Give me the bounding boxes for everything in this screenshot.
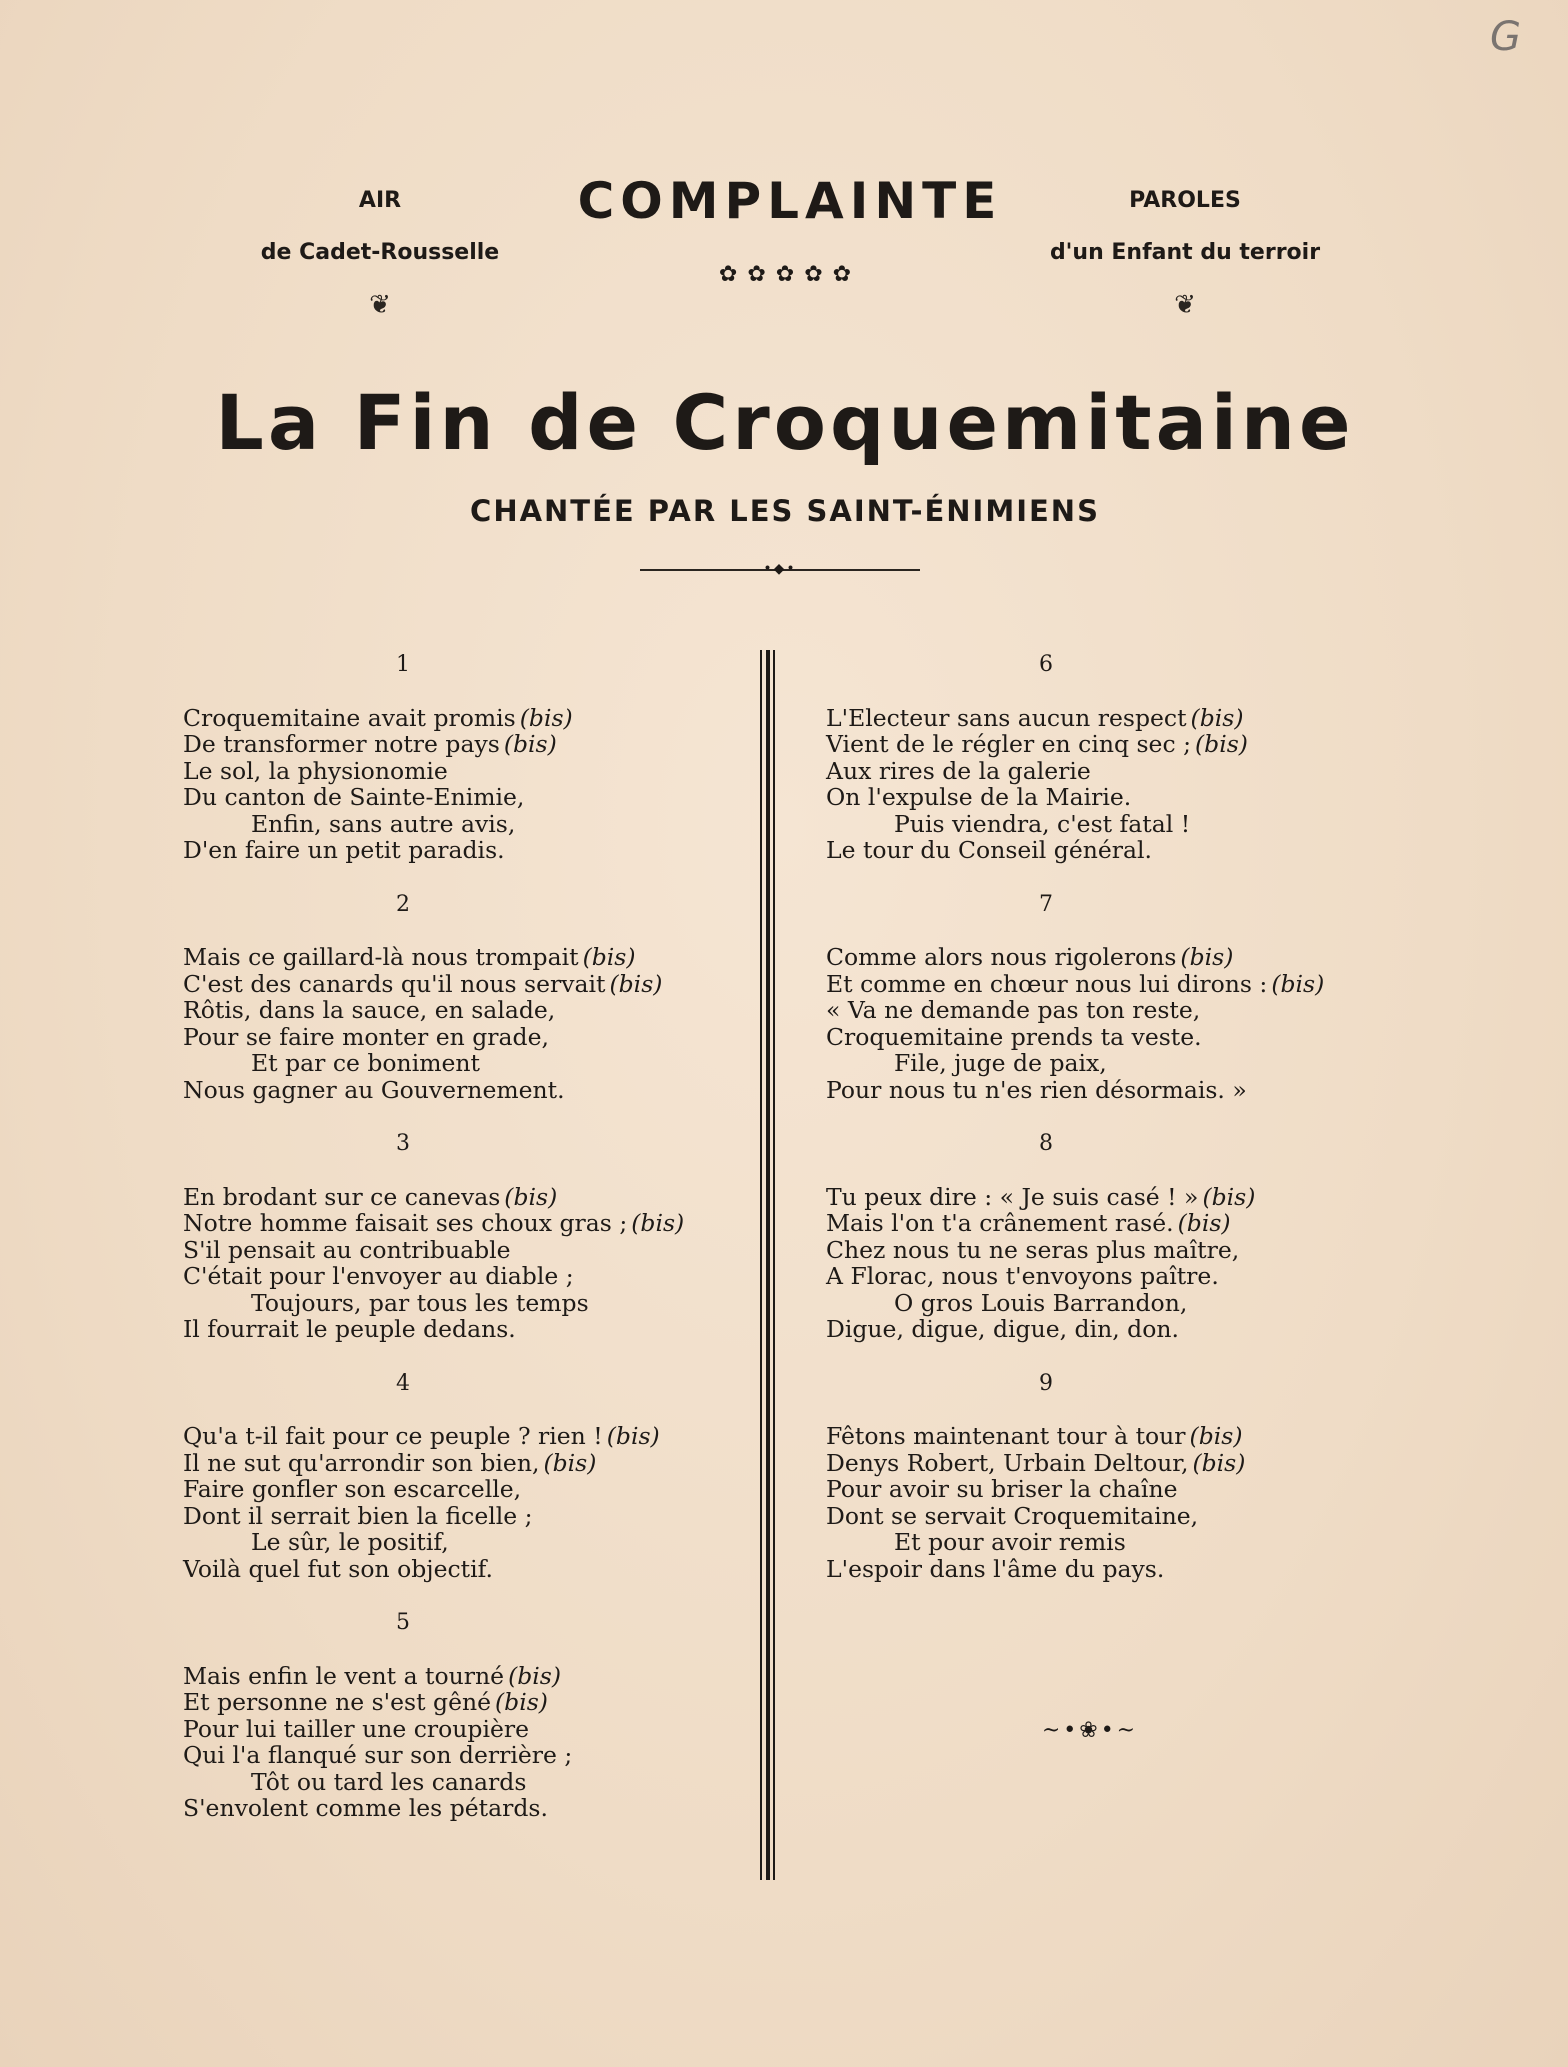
header-right xyxy=(1020,175,1350,331)
verse-text: Chez nous tu ne seras plus maître, xyxy=(826,1235,1240,1264)
verse-text: L'Electeur sans aucun respect xyxy=(826,703,1187,732)
verse-text: C'était pour l'envoyer au diable ; xyxy=(183,1262,574,1290)
bis-marker: (bis) xyxy=(1195,730,1248,758)
verse-line xyxy=(183,1476,763,1503)
verse-text: Et pour avoir remis xyxy=(894,1528,1126,1556)
paroles-author: d'un Enfant du terroir xyxy=(1049,240,1321,265)
bis-marker: (bis) xyxy=(503,730,557,758)
verse-text: Le tour du Conseil général. xyxy=(826,836,1153,864)
bis-marker: (bis) xyxy=(1202,1182,1256,1211)
verse-line xyxy=(183,837,763,864)
divider-ornament-icon: •◆• xyxy=(763,561,797,577)
verse-text: Pour lui tailler une croupière xyxy=(183,1714,530,1743)
verse-text: Toujours, par tous les temps xyxy=(251,1288,589,1317)
end-ornament-icon: ~•❀•~ xyxy=(1041,1718,1139,1743)
verse-text: Aux rires de la galerie xyxy=(826,756,1091,785)
verse-line xyxy=(826,837,1406,864)
bis-marker: (bis) xyxy=(582,943,636,971)
verse-line xyxy=(183,731,763,758)
bis-marker: (bis) xyxy=(543,1448,597,1477)
handwritten-mark: G xyxy=(1490,14,1521,60)
verse-text: Le sûr, le positif, xyxy=(251,1528,449,1556)
verse-line xyxy=(826,1529,1406,1556)
verse-text: S'envolent comme les pétards. xyxy=(183,1794,548,1822)
verse-text: Digue, digue, digue, din, don. xyxy=(826,1315,1179,1343)
bis-marker: (bis) xyxy=(1190,703,1244,732)
stanza xyxy=(183,1131,763,1343)
verse-line xyxy=(826,731,1406,758)
air-tune: de Cadet-Rousselle xyxy=(260,240,500,265)
stanza-number: 8 xyxy=(1039,1131,1053,1156)
lyrics-column-right xyxy=(826,652,1406,1610)
verse-text: Fêtons maintenant tour à tour xyxy=(826,1422,1186,1450)
verse-text: Le sol, la physionomie xyxy=(183,756,448,785)
verse-text: Il fourrait le peuple dedans. xyxy=(183,1315,516,1343)
verse-text: S'il pensait au contribuable xyxy=(183,1235,511,1264)
verse-line xyxy=(183,1450,763,1477)
verse-text: Denys Robert, Urbain Deltour, xyxy=(826,1448,1189,1477)
verse-text: Pour se faire monter en grade, xyxy=(183,1022,549,1051)
verse-text: De transformer notre pays xyxy=(183,730,500,758)
verse-text: Mais l'on t'a crânement rasé. xyxy=(826,1209,1174,1237)
verse-line xyxy=(826,1450,1406,1477)
stanza-number: 9 xyxy=(1039,1370,1053,1396)
verse-text: Notre homme faisait ses choux gras ; xyxy=(183,1209,628,1237)
verse-line xyxy=(183,1184,763,1211)
bis-marker: (bis) xyxy=(1180,943,1234,971)
verse-text: Croquemitaine avait promis xyxy=(183,703,516,732)
stanza xyxy=(826,1371,1406,1583)
verse-text: Puis viendra, c'est fatal ! xyxy=(894,809,1191,838)
verse-line xyxy=(183,971,763,998)
verse-text: A Florac, nous t'envoyons paître. xyxy=(826,1262,1219,1290)
verse-line xyxy=(826,1263,1406,1290)
stanza xyxy=(826,1131,1406,1343)
verse-text: Pour avoir su briser la chaîne xyxy=(826,1475,1178,1503)
verse-line xyxy=(183,1503,763,1530)
verse-text: On l'expulse de la Mairie. xyxy=(826,783,1132,811)
verse-line xyxy=(183,1556,763,1583)
verse-text: Du canton de Sainte-Enimie, xyxy=(183,783,525,811)
stanza xyxy=(183,1610,763,1822)
verse-line xyxy=(826,1503,1406,1530)
verse-line xyxy=(183,1050,763,1077)
verse-text: Dont se servait Croquemitaine, xyxy=(826,1501,1199,1530)
star-ornament-icon: ✿✿✿✿✿ xyxy=(718,262,862,287)
verse-line xyxy=(183,1210,763,1237)
verse-text: Nous gagner au Gouvernement. xyxy=(183,1075,565,1104)
verse-line xyxy=(183,784,763,811)
air-label: AIR xyxy=(358,188,402,213)
stanza-number: 5 xyxy=(396,1610,410,1635)
stanza xyxy=(183,892,763,1104)
bis-marker: (bis) xyxy=(606,1422,660,1450)
verse-text: Qui l'a flanqué sur son derrière ; xyxy=(183,1741,573,1769)
verse-line xyxy=(826,1316,1406,1343)
ornament-icon: ❦ xyxy=(1174,290,1196,320)
bis-marker: (bis) xyxy=(495,1688,548,1716)
verse-text: Mais enfin le vent a tourné xyxy=(183,1661,505,1690)
verse-text: Vient de le régler en cinq sec ; xyxy=(826,730,1192,758)
verse-line xyxy=(826,784,1406,811)
verse-text: En brodant sur ce canevas xyxy=(183,1182,501,1211)
verse-line xyxy=(183,811,763,838)
stanza-number: 7 xyxy=(1039,891,1053,917)
bis-marker: (bis) xyxy=(1192,1448,1246,1477)
verse-line xyxy=(826,1077,1406,1104)
stanza-number: 4 xyxy=(396,1370,410,1396)
verse-line xyxy=(826,1423,1406,1450)
verse-line xyxy=(183,1663,763,1690)
verse-text: Comme alors nous rigolerons xyxy=(826,943,1177,971)
verse-text: Et par ce boniment xyxy=(251,1049,480,1077)
verse-line xyxy=(183,758,763,785)
bis-marker: (bis) xyxy=(1177,1209,1231,1237)
verse-text: D'en faire un petit paradis. xyxy=(183,836,505,864)
verse-line xyxy=(826,758,1406,785)
verse-text: Pour nous tu n'es rien désormais. » xyxy=(826,1075,1247,1104)
verse-line xyxy=(826,944,1406,971)
verse-text: Il ne sut qu'arrondir son bien, xyxy=(183,1448,540,1477)
verse-text: Voilà quel fut son objectif. xyxy=(183,1554,493,1583)
verse-line xyxy=(826,1050,1406,1077)
verse-line xyxy=(183,705,763,732)
verse-text: O gros Louis Barrandon, xyxy=(894,1288,1188,1317)
verse-line xyxy=(826,1476,1406,1503)
stanza-number: 1 xyxy=(396,652,410,677)
verse-text: C'est des canards qu'il nous servait xyxy=(183,969,606,998)
verse-text: Mais ce gaillard-là nous trompait xyxy=(183,943,579,971)
verse-line xyxy=(183,1769,763,1796)
verse-line xyxy=(826,1210,1406,1237)
stanza xyxy=(183,652,763,864)
stanza-number: 3 xyxy=(396,1131,410,1156)
verse-line xyxy=(183,997,763,1024)
verse-line xyxy=(183,1529,763,1556)
bis-marker: (bis) xyxy=(609,969,663,998)
verse-text: Rôtis, dans la sauce, en salade, xyxy=(183,996,556,1024)
verse-line xyxy=(183,1263,763,1290)
verse-line xyxy=(826,705,1406,732)
verse-line xyxy=(826,1184,1406,1211)
verse-line xyxy=(183,1689,763,1716)
verse-line xyxy=(183,1290,763,1317)
bis-marker: (bis) xyxy=(1271,969,1325,998)
verse-line xyxy=(826,1237,1406,1264)
verse-text: Et personne ne s'est gêné xyxy=(183,1688,492,1716)
verse-text: Tôt ou tard les canards xyxy=(251,1767,527,1796)
paroles-label: PAROLES xyxy=(1129,188,1241,213)
bis-marker: (bis) xyxy=(1189,1422,1243,1450)
verse-line xyxy=(183,1024,763,1051)
verse-text: Enfin, sans autre avis, xyxy=(251,809,516,838)
verse-line xyxy=(183,1237,763,1264)
verse-text: Qu'a t-il fait pour ce peuple ? rien ! xyxy=(183,1422,603,1450)
verse-text: Tu peux dire : « Je suis casé ! » xyxy=(826,1182,1199,1211)
song-subtitle: CHANTÉE PAR LES SAINT-ÉNIMIENS xyxy=(470,494,1100,528)
verse-line xyxy=(183,1077,763,1104)
bis-marker: (bis) xyxy=(631,1209,685,1237)
verse-line xyxy=(183,1742,763,1769)
verse-line xyxy=(826,1290,1406,1317)
verse-line xyxy=(826,997,1406,1024)
verse-line xyxy=(183,1316,763,1343)
stanza-number: 6 xyxy=(1039,652,1053,677)
column-rule xyxy=(766,650,770,1880)
verse-line xyxy=(183,944,763,971)
stanza xyxy=(826,652,1406,864)
verse-text: L'espoir dans l'âme du pays. xyxy=(826,1554,1165,1583)
verse-text: Et comme en chœur nous lui dirons : xyxy=(826,969,1268,998)
bis-marker: (bis) xyxy=(519,703,573,732)
lyrics-column-left xyxy=(183,652,763,1850)
bis-marker: (bis) xyxy=(504,1182,558,1211)
stanza-number: 2 xyxy=(396,891,410,917)
verse-text: Faire gonfler son escarcelle, xyxy=(183,1475,522,1503)
stanza xyxy=(826,892,1406,1104)
song-title: La Fin de Croquemitaine xyxy=(215,378,1355,467)
verse-line xyxy=(826,1024,1406,1051)
stanza xyxy=(183,1371,763,1583)
verse-line xyxy=(183,1795,763,1822)
verse-text: Dont il serrait bien la ficelle ; xyxy=(183,1501,533,1530)
verse-line xyxy=(183,1423,763,1450)
complainte-heading: COMPLAINTE xyxy=(577,172,1003,230)
verse-line xyxy=(183,1716,763,1743)
verse-line xyxy=(826,811,1406,838)
verse-line xyxy=(826,971,1406,998)
verse-text: File, juge de paix, xyxy=(894,1049,1107,1077)
ornament-icon: ❦ xyxy=(369,290,391,320)
verse-line xyxy=(826,1556,1406,1583)
column-rule xyxy=(773,650,775,1880)
verse-text: « Va ne demande pas ton reste, xyxy=(826,996,1201,1024)
verse-text: Croquemitaine prends ta veste. xyxy=(826,1022,1202,1051)
bis-marker: (bis) xyxy=(508,1661,562,1690)
